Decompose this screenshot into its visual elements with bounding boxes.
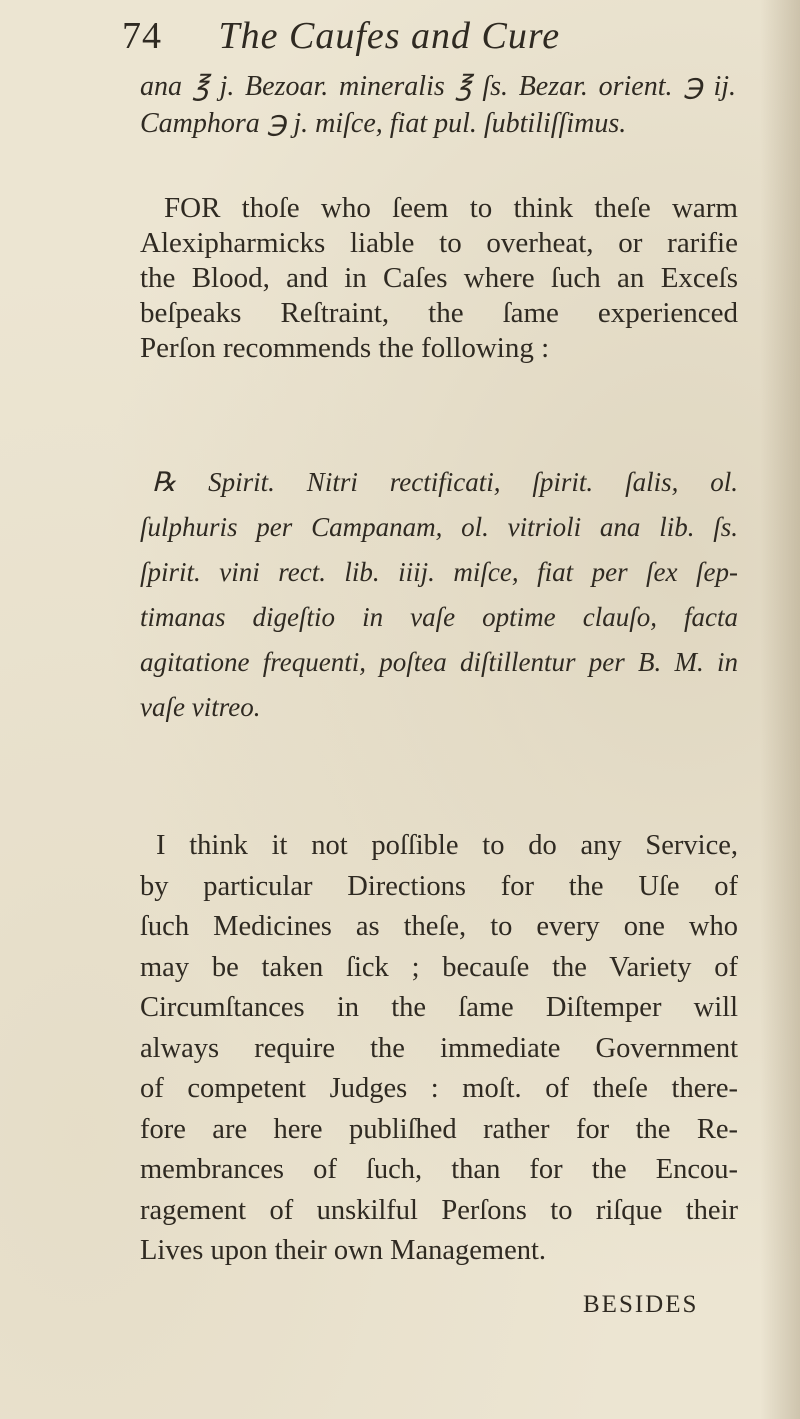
paragraph-line: Perſon recommends the following : bbox=[140, 332, 550, 364]
running-header bbox=[122, 14, 560, 58]
recipe-line: vaſe vitreo. bbox=[140, 692, 261, 722]
paragraph-alternative-remedy bbox=[140, 191, 738, 366]
recipe-line: ana ℥ j. Bezoar. mineralis ℥ ſs. Bezar. orient. ℈ ij. bbox=[140, 71, 736, 102]
paragraph-line: may be taken ſick ; becauſe the Variety of bbox=[140, 951, 738, 983]
recipe-continuation bbox=[140, 68, 736, 142]
recipe-line: ſulphuris per Campanam, ol. vitrioli ana lib. ſs. bbox=[140, 512, 738, 542]
recipe-line: ℞ Spirit. Nitri rectificati, ſpirit. ſalis, ol. bbox=[152, 467, 738, 497]
paragraph-line: Lives upon their own Management. bbox=[140, 1235, 547, 1266]
paragraph-line: FOR thoſe who ſeem to think theſe warm bbox=[164, 192, 738, 224]
paragraph-line: ſuch Medicines as theſe, to every one who bbox=[140, 911, 738, 942]
paragraph-line: of competent Judges : moſt. of theſe there- bbox=[140, 1073, 738, 1104]
paragraph-line: Alexipharmicks liable to overheat, or rarifie bbox=[140, 227, 738, 259]
catchword: BESIDES bbox=[583, 1291, 699, 1318]
paragraph-directions bbox=[140, 826, 738, 1272]
paragraph-line: fore are here publiſhed rather for the Re- bbox=[140, 1113, 738, 1145]
paragraph-line: always require the immediate Government bbox=[140, 1032, 738, 1064]
page-number: 74 bbox=[122, 15, 162, 57]
paragraph-line: the Blood, and in Caſes where ſuch an Exceſs bbox=[140, 262, 738, 294]
paragraph-line: beſpeaks Reſtraint, the ſame experienced bbox=[140, 297, 738, 329]
paragraph-line: by particular Directions for the Uſe of bbox=[140, 870, 738, 902]
recipe-line: agitatione frequenti, poſtea diſtillentur per B. M. in bbox=[140, 647, 738, 677]
paragraph-line: membrances of ſuch, than for the Encou- bbox=[140, 1154, 738, 1185]
recipe-line: Camphora ℈ j. miſce, fiat pul. ſubtiliſſimus. bbox=[140, 108, 627, 139]
paragraph-line: ragement of unskilful Perſons to riſque their bbox=[140, 1194, 738, 1226]
paragraph-line: Circumſtances in the ſame Diſtemper will bbox=[140, 992, 738, 1023]
paragraph-line: I think it not poſſible to do any Service, bbox=[156, 830, 738, 861]
page-gutter-shadow bbox=[760, 0, 800, 1419]
recipe-prescription bbox=[140, 460, 738, 730]
recipe-line: ſpirit. vini rect. lib. iiij. miſce, fiat per ſex ſep- bbox=[140, 557, 738, 587]
running-title: The Caufes and Cure bbox=[218, 15, 561, 57]
recipe-line: timanas digeſtio in vaſe optime clauſo, facta bbox=[140, 602, 738, 632]
